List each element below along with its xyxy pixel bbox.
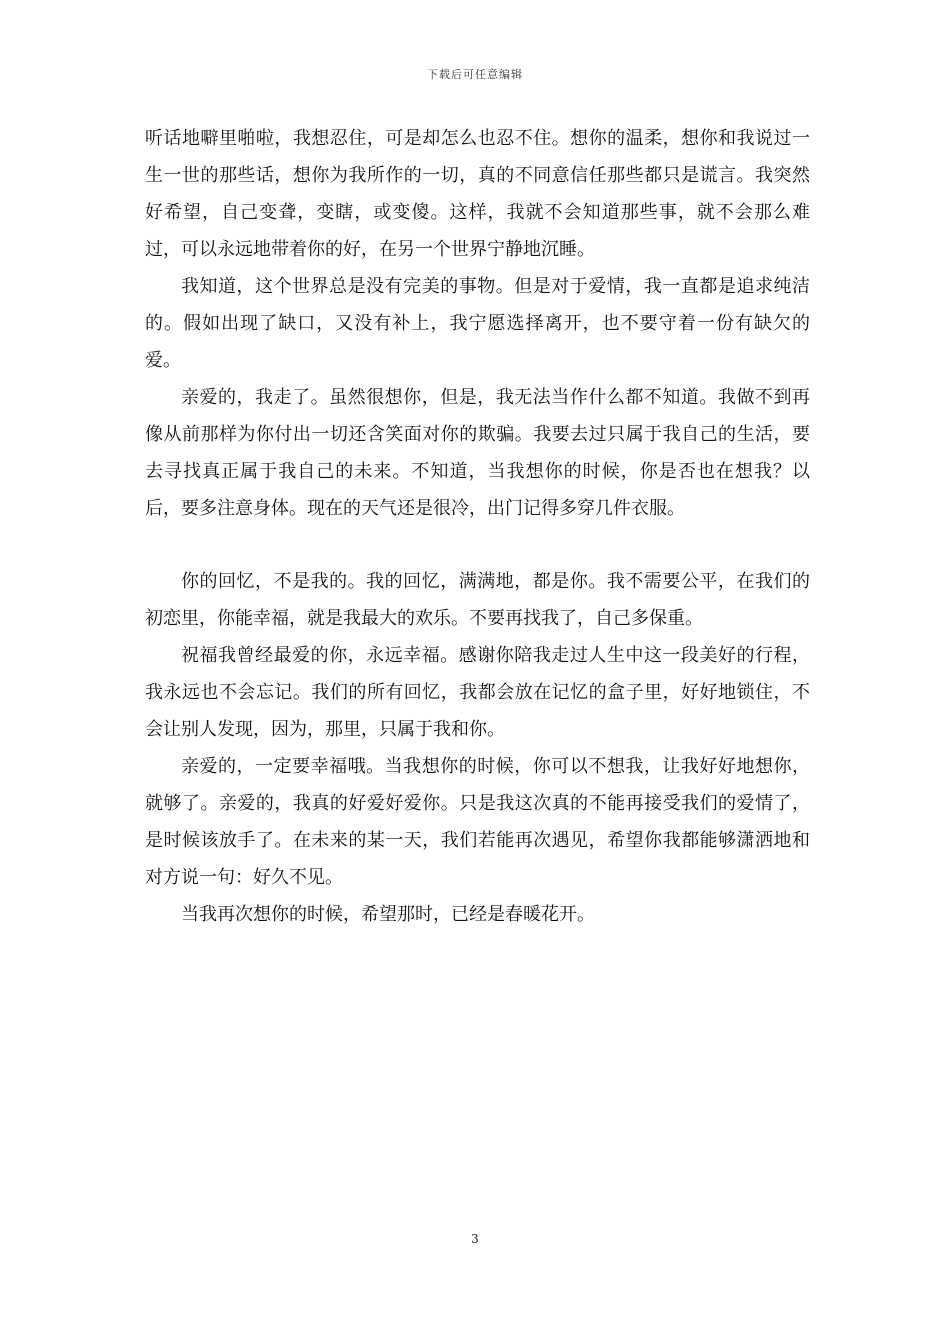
page-header: 下载后可任意编辑 (427, 68, 523, 81)
paragraph: 你的回忆，不是我的。我的回忆，满满地，都是你。我不需要公平，在我们的初恋里，你能幸福，就是我最大的欢乐。不要再找我了，自己多保重。 (145, 571, 810, 629)
paragraph: 当我再次想你的时候，希望那时，已经是春暖花开。 (181, 904, 595, 925)
document-body (145, 120, 810, 933)
paragraph: 祝福我曾经最爱的你，永远幸福。感谢你陪我走过人生中这一段美好的行程，我永远也不会忘记。我们的所有回忆，我都会放在记忆的盒子里，好好地锁住，不会让别人发现，因为，那里，只属于我和你。 (145, 645, 810, 740)
paragraph-spacer (145, 527, 810, 563)
paragraph: 亲爱的，一定要幸福哦。当我想你的时候，你可以不想我，让我好好地想你，就够了。亲爱的，我真的好爱好爱你。只是我这次真的不能再接受我们的爱情了，是时候该放手了。在未来的某一天，我们若能再次遇见，希望你我都能够潇洒地和对方说一句：好久不见。 (145, 756, 810, 888)
paragraph: 听话地噼里啪啦，我想忍住，可是却怎么也忍不住。想你的温柔，想你和我说过一生一世的那些话，想你为我所作的一切，真的不同意信任那些都只是谎言。我突然好希望，自己变聋，变瞎，或变傻。这样，我就不会知道那些事，就不会那么难过，可以永远地带着你的好，在另一个世界宁静地沉睡。 (145, 128, 810, 260)
paragraph: 亲爱的，我走了。虽然很想你，但是，我无法当作什么都不知道。我做不到再像从前那样为你付出一切还含笑面对你的欺骗。我要去过只属于我自己的生活，要去寻找真正属于我自己的未来。不知道，当我想你的时候，你是否也在想我？以后，要多注意身体。现在的天气还是很冷，出门记得多穿几件衣服。 (145, 387, 810, 519)
paragraph: 我知道，这个世界总是没有完美的事物。但是对于爱情，我一直都是追求纯洁的。假如出现了缺口，又没有补上，我宁愿选择离开，也不要守着一份有缺欠的爱。 (145, 276, 810, 371)
page-number: 3 (471, 1232, 479, 1246)
